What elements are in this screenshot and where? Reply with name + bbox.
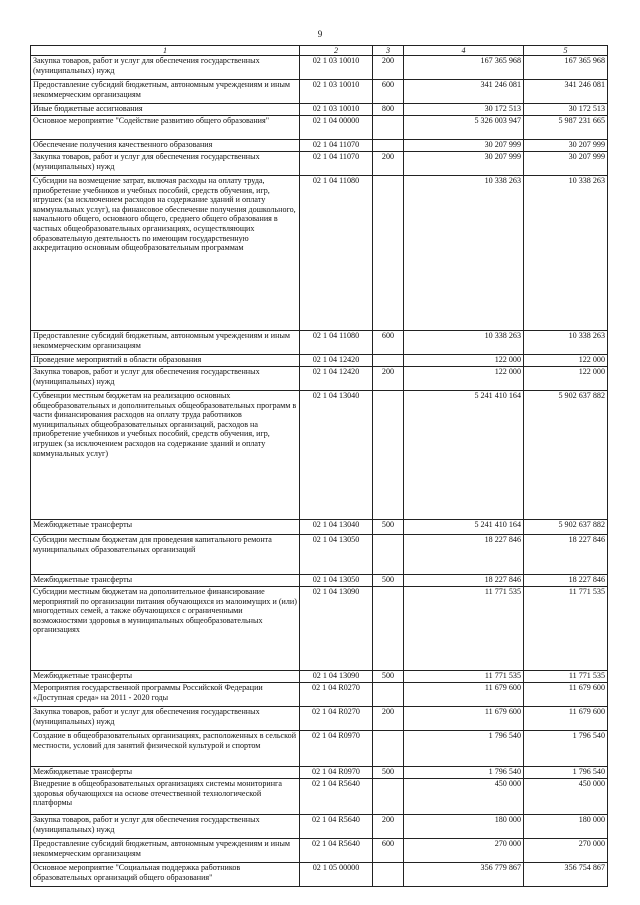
row-code: 02 1 03 10010 xyxy=(300,80,373,104)
table-row xyxy=(31,863,608,887)
table-row xyxy=(31,80,608,104)
row-amount-col5: 11 679 600 xyxy=(524,707,608,731)
row-amount-col5: 122 000 xyxy=(524,355,608,367)
row-amount-col4: 5 241 410 164 xyxy=(404,391,524,520)
row-amount-col4: 341 246 081 xyxy=(404,80,524,104)
row-amount-col4: 167 365 968 xyxy=(404,56,524,80)
row-amount-col5: 1 796 540 xyxy=(524,731,608,767)
row-expense-type: 200 xyxy=(373,815,404,839)
row-code: 02 1 04 13090 xyxy=(300,587,373,671)
row-name: Межбюджетные трансферты xyxy=(31,767,300,779)
row-amount-col4: 30 172 513 xyxy=(404,104,524,116)
table-row xyxy=(31,839,608,863)
row-amount-col5: 11 771 535 xyxy=(524,587,608,671)
table-row xyxy=(31,116,608,140)
row-expense-type: 200 xyxy=(373,707,404,731)
row-amount-col5: 10 338 263 xyxy=(524,331,608,355)
row-name: Основное мероприятие "Содействие развитию общего образования" xyxy=(31,116,300,140)
row-code: 02 1 04 R0270 xyxy=(300,683,373,707)
row-expense-type: 600 xyxy=(373,80,404,104)
row-expense-type: 200 xyxy=(373,56,404,80)
row-amount-col5: 30 172 513 xyxy=(524,104,608,116)
row-amount-col4: 18 227 846 xyxy=(404,535,524,575)
row-expense-type xyxy=(373,140,404,152)
row-amount-col4: 11 771 535 xyxy=(404,587,524,671)
row-name: Создание в общеобразовательных организациях, расположенных в сельской местности, условий для занятий физической культурой и спортом xyxy=(31,731,300,767)
row-code: 02 1 03 10010 xyxy=(300,56,373,80)
row-code: 02 1 04 12420 xyxy=(300,367,373,391)
row-amount-col5: 270 000 xyxy=(524,839,608,863)
row-expense-type: 200 xyxy=(373,367,404,391)
row-name: Закупка товаров, работ и услуг для обеспечения государственных (муниципальных) нужд xyxy=(31,152,300,176)
row-code: 02 1 04 R0970 xyxy=(300,731,373,767)
row-name: Обеспечение получения качественного образования xyxy=(31,140,300,152)
row-expense-type xyxy=(373,116,404,140)
row-code: 02 1 04 R5640 xyxy=(300,779,373,815)
row-code: 02 1 04 13050 xyxy=(300,575,373,587)
row-code: 02 1 04 11080 xyxy=(300,176,373,331)
row-expense-type xyxy=(373,391,404,520)
table-row xyxy=(31,587,608,671)
row-amount-col5: 18 227 846 xyxy=(524,535,608,575)
row-amount-col4: 1 796 540 xyxy=(404,731,524,767)
row-amount-col5: 30 207 999 xyxy=(524,140,608,152)
row-expense-type xyxy=(373,863,404,887)
row-amount-col4: 270 000 xyxy=(404,839,524,863)
row-amount-col4: 5 326 003 947 xyxy=(404,116,524,140)
row-expense-type xyxy=(373,587,404,671)
row-amount-col5: 356 754 867 xyxy=(524,863,608,887)
row-name: Предоставление субсидий бюджетным, автономным учреждениям и иным некоммерческим организациям xyxy=(31,80,300,104)
header-col-5: 5 xyxy=(524,46,608,56)
row-amount-col4: 450 000 xyxy=(404,779,524,815)
row-name: Межбюджетные трансферты xyxy=(31,520,300,535)
header-col-1: 1 xyxy=(31,46,300,56)
row-amount-col4: 11 679 600 xyxy=(404,707,524,731)
row-code: 02 1 05 00000 xyxy=(300,863,373,887)
row-code: 02 1 04 13040 xyxy=(300,391,373,520)
table-row xyxy=(31,767,608,779)
header-col-2: 2 xyxy=(300,46,373,56)
row-code: 02 1 04 13090 xyxy=(300,671,373,683)
row-code: 02 1 04 13050 xyxy=(300,535,373,575)
row-amount-col4: 30 207 999 xyxy=(404,140,524,152)
row-amount-col4: 122 000 xyxy=(404,367,524,391)
table-row xyxy=(31,671,608,683)
row-code: 02 1 04 R0270 xyxy=(300,707,373,731)
row-code: 02 1 04 R0970 xyxy=(300,767,373,779)
row-amount-col4: 30 207 999 xyxy=(404,152,524,176)
table-header-row xyxy=(31,46,608,56)
row-amount-col4: 10 338 263 xyxy=(404,331,524,355)
row-code: 02 1 03 10010 xyxy=(300,104,373,116)
row-name: Межбюджетные трансферты xyxy=(31,575,300,587)
table-row xyxy=(31,520,608,535)
row-amount-col5: 18 227 846 xyxy=(524,575,608,587)
row-amount-col4: 1 796 540 xyxy=(404,767,524,779)
row-expense-type xyxy=(373,731,404,767)
table-row xyxy=(31,815,608,839)
row-expense-type: 800 xyxy=(373,104,404,116)
table-row xyxy=(31,140,608,152)
row-name: Основное мероприятие "Социальная поддержка работников образовательных организаций общего образования" xyxy=(31,863,300,887)
row-expense-type: 600 xyxy=(373,331,404,355)
row-amount-col5: 1 796 540 xyxy=(524,767,608,779)
row-expense-type xyxy=(373,683,404,707)
row-amount-col4: 11 771 535 xyxy=(404,671,524,683)
row-name: Закупка товаров, работ и услуг для обеспечения государственных (муниципальных) нужд xyxy=(31,707,300,731)
row-amount-col5: 5 987 231 665 xyxy=(524,116,608,140)
row-amount-col4: 11 679 600 xyxy=(404,683,524,707)
row-expense-type xyxy=(373,779,404,815)
row-amount-col5: 180 000 xyxy=(524,815,608,839)
row-amount-col5: 450 000 xyxy=(524,779,608,815)
row-amount-col5: 341 246 081 xyxy=(524,80,608,104)
row-expense-type xyxy=(373,176,404,331)
table-row xyxy=(31,176,608,331)
table-row xyxy=(31,331,608,355)
row-name: Иные бюджетные ассигнования xyxy=(31,104,300,116)
row-expense-type: 600 xyxy=(373,839,404,863)
row-amount-col4: 122 000 xyxy=(404,355,524,367)
table-row xyxy=(31,707,608,731)
row-expense-type: 500 xyxy=(373,520,404,535)
row-code: 02 1 04 11070 xyxy=(300,140,373,152)
header-col-3: 3 xyxy=(373,46,404,56)
row-name: Субсидии местным бюджетам для проведения капитального ремонта муниципальных образовательных организаций xyxy=(31,535,300,575)
table-row xyxy=(31,535,608,575)
row-code: 02 1 04 R5640 xyxy=(300,815,373,839)
budget-table xyxy=(30,45,608,887)
table-row xyxy=(31,683,608,707)
row-name: Субвенции местным бюджетам на реализацию основных общеобразовательных и дополнительных общеобразовательных программ в части финансирования расходов на оплату труда работников муниципальных общеобразовательных организаций, расходов на приобретение учебников и учебных пособий, средств обучения, игр, игрушек (за исключением расходов на содержание зданий и оплату коммунальных услуг) xyxy=(31,391,300,520)
row-amount-col4: 356 779 867 xyxy=(404,863,524,887)
table-row xyxy=(31,355,608,367)
row-name: Субсидии на возмещение затрат, включая расходы на оплату труда, приобретение учебников и учебных пособий, средств обучения, игр, игрушек (за исключением расходов на содержание зданий и оплату коммунальных услуг), на финансовое обеспечение получения дошкольного, начального общего, основного общего, среднего общего образования в частных общеобразовательных организациях, осуществляющих образовательную деятельность по имеющим государственную аккредитацию основным общеобразовательным программам xyxy=(31,176,300,331)
row-name: Закупка товаров, работ и услуг для обеспечения государственных (муниципальных) нужд xyxy=(31,56,300,80)
table-row xyxy=(31,56,608,80)
row-amount-col5: 10 338 263 xyxy=(524,176,608,331)
header-col-4: 4 xyxy=(404,46,524,56)
row-name: Внедрение в общеобразовательных организациях системы мониторинга здоровья обучающихся на основе отечественной технологической платформы xyxy=(31,779,300,815)
row-amount-col5: 30 207 999 xyxy=(524,152,608,176)
table-row xyxy=(31,104,608,116)
row-amount-col4: 5 241 410 164 xyxy=(404,520,524,535)
row-amount-col4: 180 000 xyxy=(404,815,524,839)
row-expense-type xyxy=(373,535,404,575)
row-amount-col5: 5 902 637 882 xyxy=(524,520,608,535)
row-amount-col5: 11 679 600 xyxy=(524,683,608,707)
table-row xyxy=(31,391,608,520)
row-name: Закупка товаров, работ и услуг для обеспечения государственных (муниципальных) нужд xyxy=(31,815,300,839)
row-amount-col5: 122 000 xyxy=(524,367,608,391)
row-amount-col5: 11 771 535 xyxy=(524,671,608,683)
table-row xyxy=(31,367,608,391)
row-expense-type: 500 xyxy=(373,767,404,779)
row-name: Предоставление субсидий бюджетным, автономным учреждениям и иным некоммерческим организациям xyxy=(31,331,300,355)
row-amount-col5: 167 365 968 xyxy=(524,56,608,80)
row-name: Предоставление субсидий бюджетным, автономным учреждениям и иным некоммерческим организациям xyxy=(31,839,300,863)
row-amount-col4: 10 338 263 xyxy=(404,176,524,331)
table-row xyxy=(31,575,608,587)
row-expense-type: 500 xyxy=(373,671,404,683)
row-name: Проведение мероприятий в области образования xyxy=(31,355,300,367)
row-code: 02 1 04 11070 xyxy=(300,152,373,176)
table-row xyxy=(31,152,608,176)
row-name: Межбюджетные трансферты xyxy=(31,671,300,683)
row-expense-type: 500 xyxy=(373,575,404,587)
row-expense-type: 200 xyxy=(373,152,404,176)
row-amount-col5: 5 902 637 882 xyxy=(524,391,608,520)
row-code: 02 1 04 12420 xyxy=(300,355,373,367)
page-number: 9 xyxy=(317,29,323,39)
row-name: Субсидии местным бюджетам на дополнительное финансирование мероприятий по организации питания обучающихся из малоимущих и (или) многодетных семей, а также обучающихся с ограниченными возможностями здоровья в муниципальных общеобразовательных организациях xyxy=(31,587,300,671)
row-code: 02 1 04 13040 xyxy=(300,520,373,535)
table-row xyxy=(31,731,608,767)
row-code: 02 1 04 00000 xyxy=(300,116,373,140)
row-code: 02 1 04 R5640 xyxy=(300,839,373,863)
row-expense-type xyxy=(373,355,404,367)
table-row xyxy=(31,779,608,815)
row-name: Мероприятия государственной программы Российской Федерации «Доступная среда» на 2011 - 2020 годы xyxy=(31,683,300,707)
row-code: 02 1 04 11080 xyxy=(300,331,373,355)
row-name: Закупка товаров, работ и услуг для обеспечения государственных (муниципальных) нужд xyxy=(31,367,300,391)
row-amount-col4: 18 227 846 xyxy=(404,575,524,587)
